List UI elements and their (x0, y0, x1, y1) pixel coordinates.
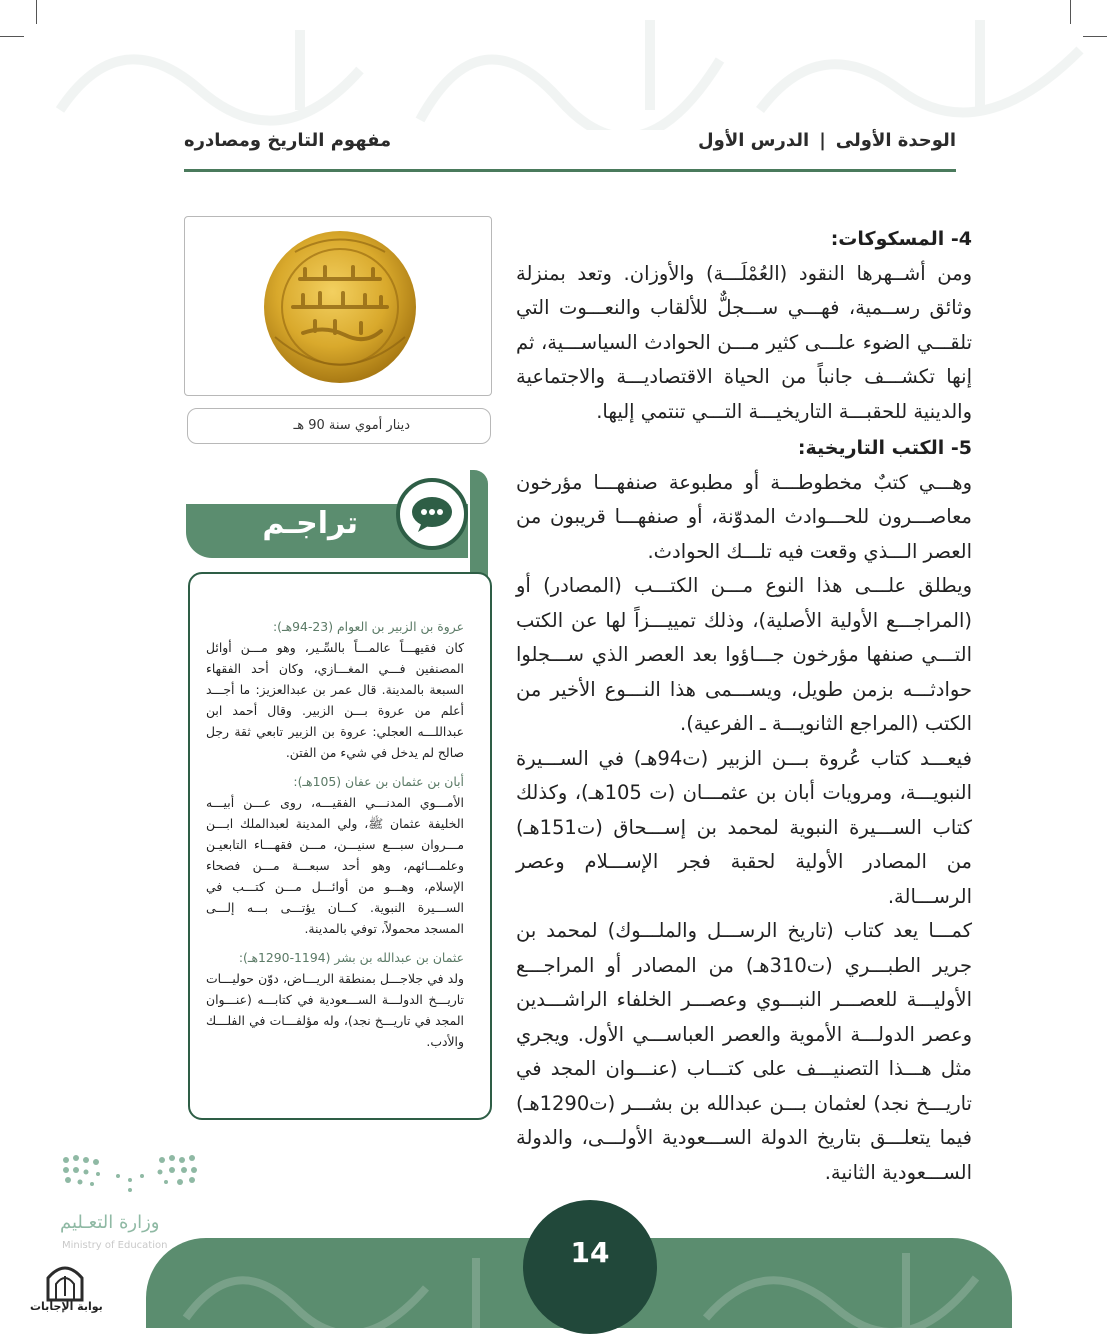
section-5-paragraph-3: فيعـــد كتاب عُروة بـــن الزبير (ت94هـ) في الســـيرة النبويـــة، ومرويات أبان بن عثمـــان (ت 105هـ)، وكذلك كتاب الســـيرة النبوية لمحمد بن إســـحاق (ت151هـ) من المصادر الأولية لحقبة فجر الإســـلام وعصر الرســـالة. (516, 746, 972, 908)
biography-1-name: عروة بن الزبير بن العوام (23-94هـ): (272, 619, 464, 634)
biography-1-text: كان فقيهـــاً عالمـــاً بالسِّـير، وهو مـــن أوائل المصنفين فـــي المغـــازي، وكان أحد الفقهاء السبعة بالمدينة. قال عمر بن عبدالعزيز: ما أجـــد أعلم من عروة بـــن الزبير. وقال أحمد ابن عبداللـــه العجلي: عروة بن الزبير تابعي ثقة رجل صالح لم يدخل في شيء من الفتن. (206, 640, 464, 760)
breadcrumb-separator: | (819, 130, 826, 151)
biography-3-name: عثمان بن عبدالله بن بشر (1194-1290هـ): (238, 950, 464, 965)
lesson-label: الدرس الأول (698, 130, 810, 151)
biography-2-text: الأمـــوي المدنـــي الفقيـــه، روى عـــن أبيـــه الخليفة عثمان ﷺ، ولي المدينة لعبدالملك ابـــن مـــروان سبـــع سنيـــن، مـــن فقهـــاء التابعيـن وعلمـــائهم، وهو أحد سبعـــة مـــن فصحاء الإسلام، وهـــو من أوائـــل مـــن كتـــب في الســـيرة النبوية. كـــان يؤتـــى بـــه إلـــى المسجد محمولاً، توفي بالمدينة. (206, 795, 464, 936)
coin-caption (187, 408, 491, 444)
main-text-column (516, 222, 972, 1190)
ministry-name-arabic: وزارة التعـليم (60, 1212, 160, 1233)
calligraphy-background (0, 0, 1107, 130)
biography-2-name: أبان بن عثمان بن عفان (105هـ): (293, 774, 464, 789)
tarajim-title: تراجـم (262, 506, 358, 541)
page-number: 14 (570, 1236, 610, 1269)
portal-label: بوابة الإجابات (30, 1300, 103, 1313)
page-header (184, 120, 956, 172)
gold-coin-image (185, 217, 491, 395)
tarajim-text (206, 616, 464, 1060)
section-5-title: 5- الكتب التاريخية: (797, 437, 972, 459)
section-5-paragraph-1: وهـــي كتبٌ مخطوطـــة أو مطبوعة صنفهـــا مؤرخون معاصـــرون للحـــوادث المدوّنة، أو صنفهـــا قريبون من العصر الـــذي وقعت فيه تلـــك الحوادث. (516, 470, 972, 563)
coin-image-frame (184, 216, 492, 396)
chat-bubble-icon (396, 478, 468, 550)
section-4-text: ومن أشــهرها النقود (العُمْلَـــة) والأوزان. وتعد بمنزلة وثائق رســمية، فهـــي ســـجلٌّ للألقاب والنعـــوت التي تلقـــي الضوء علـــى كثير مـــن الحوادث السياســـية، ثم إنها تكشـــف جانباً من الحياة الاقتصاديـــة والاجتماعية والدينية للحقبـــة التاريخيـــة التـــي تنتمي إليها. (516, 261, 972, 423)
ministry-logo-icon (58, 1150, 203, 1270)
ministry-name-english: Ministry of Education (62, 1240, 168, 1251)
biography-3-text: ولد في جلاجـــل بمنطقة الريـــاض، دوّن حوليـــات تاريـــخ الدولـــة الســـعودية في كتابـــه (عنـــوان المجد في تاريـــخ نجد)، وله مؤلفـــات في الفلـــك والأدب. (206, 971, 464, 1049)
section-5-paragraph-2: ويطلق علـــى هذا النوع مـــن الكتـــب (المصادر) أو (المراجـــع الأولية الأصلية)، وذلك تمييـــزاً لها عن الكتب التـــي صنفها مؤرخون جـــاؤوا بعد العصر الذي ســـجلوا حوادثـــه بزمن طويل، ويســـمى هذا النـــوع الأخير من الكتب (المراجع الثانويـــة ـ الفرعية). (516, 574, 972, 735)
unit-label: الوحدة الأولى (835, 130, 956, 151)
section-4-title: 4- المسكوكات: (830, 228, 972, 250)
breadcrumb (698, 130, 956, 151)
topic-title: مفهوم التاريخ ومصادره (184, 130, 392, 151)
header-rule (184, 169, 956, 172)
section-5-paragraph-4: كمـــا يعد كتاب (تاريخ الرســـل والملـــوك) لمحمد بن جرير الطبـــري (ت310هـ) من المصادر أو المراجـــع الأوليـــة للعصـــر النبـــوي وعصـــر الخلفاء الراشـــدين وعصر الدولـــة الأموية والعصر العباســـي الأول. ويجري مثل هـــذا التصنيـــف على كتـــاب (عنـــوان المجد في تاريـــخ نجد) لعثمان بـــن عبدالله بن بشـــر (ت1290هـ) فيما يتعلـــق بتاريخ الدولة الســـعودية الأولـــى، والدولة الســـعودية الثانية. (516, 919, 972, 1184)
coin-caption-text: دينار أموي سنة 90 هـ (293, 418, 410, 433)
